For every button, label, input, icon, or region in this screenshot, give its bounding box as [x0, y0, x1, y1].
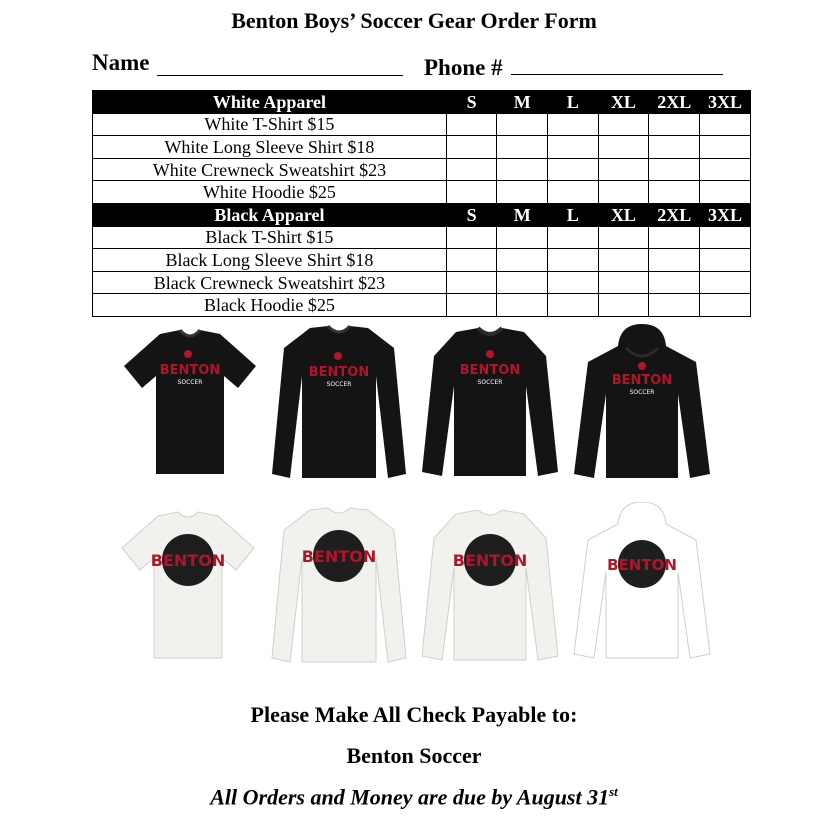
- section-header-row: [93, 91, 751, 114]
- section-header-row: [93, 203, 751, 226]
- item-label: White Crewneck Sweatshirt $23: [93, 158, 447, 181]
- quantity-cell[interactable]: [548, 113, 599, 136]
- black-longsleeve-image: [268, 324, 410, 484]
- item-label: White T-Shirt $15: [93, 113, 447, 136]
- quantity-cell[interactable]: [700, 294, 751, 317]
- quantity-cell[interactable]: [497, 181, 548, 204]
- size-header: S: [446, 91, 497, 114]
- quantity-cell[interactable]: [497, 113, 548, 136]
- payment-instruction: Please Make All Check Payable to:: [250, 702, 578, 727]
- quantity-cell[interactable]: [598, 158, 649, 181]
- quantity-cell[interactable]: [497, 158, 548, 181]
- quantity-cell[interactable]: [548, 136, 599, 159]
- quantity-cell[interactable]: [649, 249, 700, 272]
- quantity-cell[interactable]: [649, 226, 700, 249]
- phone-field[interactable]: [424, 50, 723, 81]
- quantity-cell[interactable]: [548, 294, 599, 317]
- size-header: 2XL: [649, 91, 700, 114]
- quantity-cell[interactable]: [700, 113, 751, 136]
- quantity-cell[interactable]: [598, 294, 649, 317]
- due-date-notice: [0, 784, 828, 810]
- phone-blank-line[interactable]: [511, 50, 723, 75]
- quantity-cell[interactable]: [548, 226, 599, 249]
- black-crewneck-logo-sub: SOCCER: [477, 379, 503, 386]
- quantity-cell[interactable]: [446, 294, 497, 317]
- table-row: [93, 294, 751, 317]
- quantity-cell[interactable]: [446, 181, 497, 204]
- size-header: 3XL: [700, 203, 751, 226]
- size-header: 2XL: [649, 203, 700, 226]
- item-label: White Hoodie $25: [93, 181, 447, 204]
- black-crewneck-image: [420, 326, 560, 482]
- quantity-cell[interactable]: [446, 158, 497, 181]
- name-label: Name: [92, 50, 150, 75]
- white-longsleeve-logo: BENTON: [301, 547, 377, 566]
- size-header: XL: [598, 91, 649, 114]
- black-longsleeve-logo-sub: SOCCER: [326, 381, 352, 388]
- quantity-cell[interactable]: [497, 136, 548, 159]
- section-header: White Apparel: [93, 91, 447, 114]
- quantity-cell[interactable]: [598, 113, 649, 136]
- form-title: Benton Boys’ Soccer Gear Order Form: [231, 8, 597, 33]
- order-table: [92, 90, 751, 317]
- section-header: Black Apparel: [93, 203, 447, 226]
- quantity-cell[interactable]: [497, 271, 548, 294]
- size-header: L: [548, 91, 599, 114]
- black-hoodie-logo-sub: SOCCER: [629, 389, 655, 396]
- quantity-cell[interactable]: [548, 181, 599, 204]
- black-hoodie-image: [572, 324, 712, 484]
- quantity-cell[interactable]: [446, 136, 497, 159]
- name-field[interactable]: [92, 50, 403, 76]
- quantity-cell[interactable]: [598, 271, 649, 294]
- quantity-cell[interactable]: [598, 249, 649, 272]
- quantity-cell[interactable]: [700, 158, 751, 181]
- quantity-cell[interactable]: [700, 271, 751, 294]
- quantity-cell[interactable]: [649, 181, 700, 204]
- quantity-cell[interactable]: [446, 226, 497, 249]
- table-row: [93, 226, 751, 249]
- item-label: Black Hoodie $25: [93, 294, 447, 317]
- quantity-cell[interactable]: [548, 158, 599, 181]
- quantity-cell[interactable]: [649, 113, 700, 136]
- item-label: White Long Sleeve Shirt $18: [93, 136, 447, 159]
- phone-label: Phone #: [424, 55, 503, 80]
- black-tshirt-image: [120, 328, 260, 478]
- size-header: XL: [598, 203, 649, 226]
- quantity-cell[interactable]: [497, 294, 548, 317]
- quantity-cell[interactable]: [649, 158, 700, 181]
- white-tshirt-image: [118, 510, 258, 662]
- size-header: S: [446, 203, 497, 226]
- quantity-cell[interactable]: [700, 136, 751, 159]
- quantity-cell[interactable]: [598, 136, 649, 159]
- due-date-text: All Orders and Money are due by August 31: [210, 784, 610, 810]
- quantity-cell[interactable]: [649, 136, 700, 159]
- quantity-cell[interactable]: [649, 271, 700, 294]
- black-longsleeve-logo: BENTON: [308, 365, 370, 380]
- white-crewneck-image: [420, 508, 560, 666]
- size-header: L: [548, 203, 599, 226]
- white-hoodie-image: [572, 502, 712, 664]
- white-tshirt-logo: BENTON: [150, 551, 226, 570]
- quantity-cell[interactable]: [700, 249, 751, 272]
- quantity-cell[interactable]: [497, 226, 548, 249]
- payee-name: Benton Soccer: [346, 743, 482, 768]
- table-row: [93, 271, 751, 294]
- table-row: [93, 158, 751, 181]
- name-blank-line[interactable]: [157, 51, 403, 76]
- quantity-cell[interactable]: [446, 249, 497, 272]
- apparel-gallery: [116, 322, 716, 672]
- quantity-cell[interactable]: [700, 226, 751, 249]
- size-header: M: [497, 203, 548, 226]
- item-label: Black Long Sleeve Shirt $18: [93, 249, 447, 272]
- table-row: [93, 113, 751, 136]
- table-row: [93, 181, 751, 204]
- size-header: M: [497, 91, 548, 114]
- black-tshirt-logo-sub: SOCCER: [177, 379, 203, 386]
- table-row: [93, 136, 751, 159]
- item-label: Black Crewneck Sweatshirt $23: [93, 271, 447, 294]
- quantity-cell[interactable]: [446, 113, 497, 136]
- size-header: 3XL: [700, 91, 751, 114]
- item-label: Black T-Shirt $15: [93, 226, 447, 249]
- white-longsleeve-image: [268, 506, 410, 668]
- quantity-cell[interactable]: [649, 294, 700, 317]
- quantity-cell[interactable]: [548, 249, 599, 272]
- quantity-cell[interactable]: [497, 249, 548, 272]
- quantity-cell[interactable]: [700, 181, 751, 204]
- quantity-cell[interactable]: [446, 271, 497, 294]
- due-date-suffix: st: [609, 784, 618, 799]
- table-row: [93, 249, 751, 272]
- quantity-cell[interactable]: [598, 181, 649, 204]
- white-hoodie-logo: BENTON: [607, 556, 677, 574]
- quantity-cell[interactable]: [548, 271, 599, 294]
- quantity-cell[interactable]: [598, 226, 649, 249]
- black-hoodie-logo: BENTON: [611, 373, 673, 388]
- black-tshirt-logo: BENTON: [159, 363, 221, 378]
- white-crewneck-logo: BENTON: [452, 551, 528, 570]
- black-crewneck-logo: BENTON: [459, 363, 521, 378]
